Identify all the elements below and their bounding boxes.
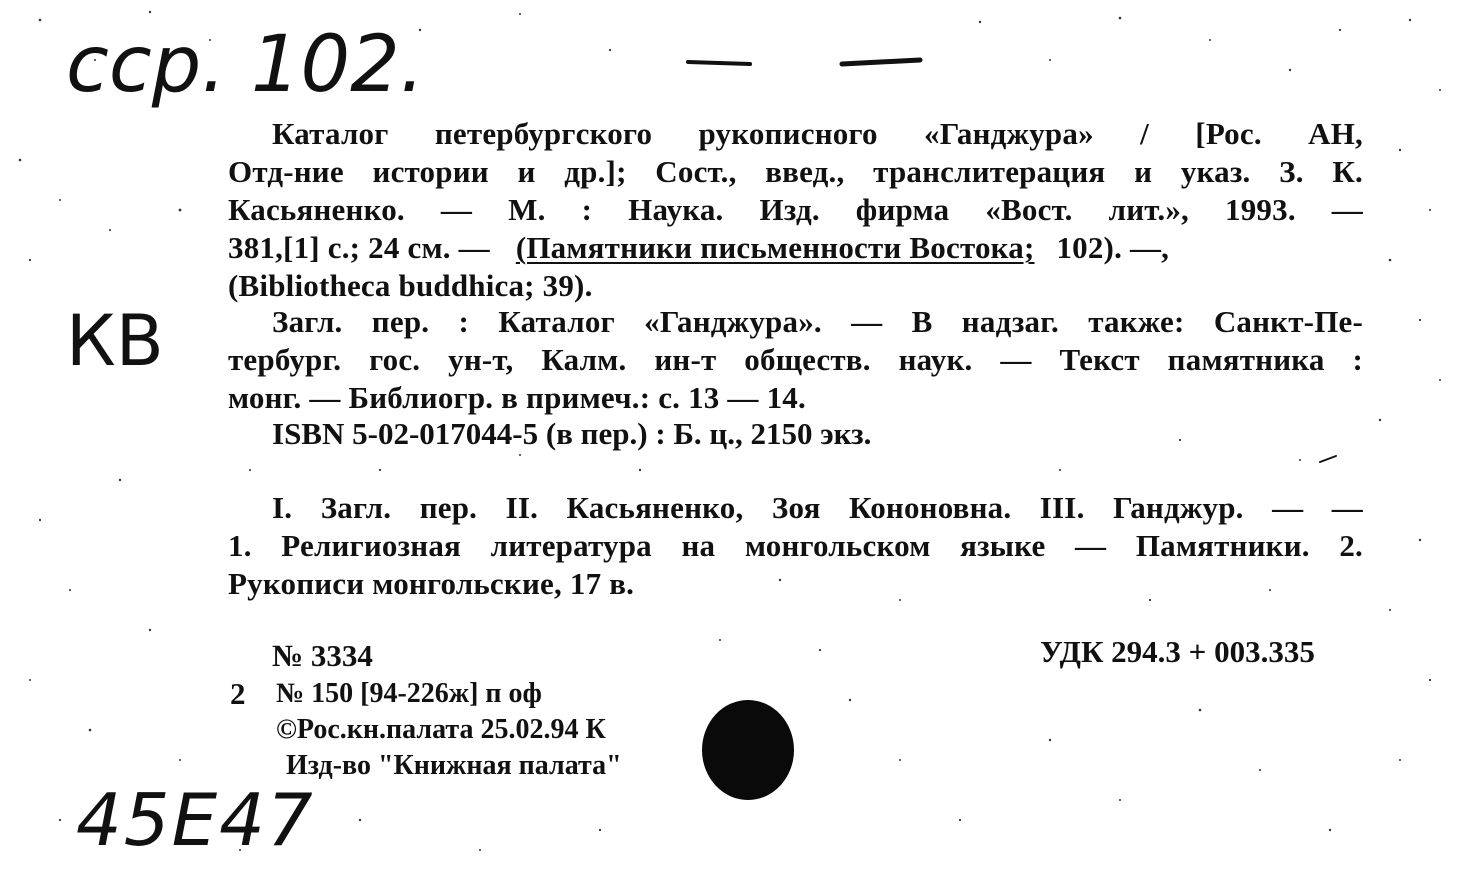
ink-blot bbox=[702, 700, 794, 800]
isbn-line: ISBN 5-02-017044-5 (в пер.) : Б. ц., 2150 экз. bbox=[272, 416, 872, 451]
print-prefix: 2 bbox=[230, 676, 246, 711]
entry-line-5: (Bibliotheca buddhica; 39). bbox=[228, 268, 593, 303]
print-order: № 150 [94-226ж] п оф bbox=[276, 678, 542, 709]
publisher-line: Изд-во "Книжная палата" bbox=[286, 750, 622, 781]
entry-line-4 bbox=[228, 230, 1363, 266]
collation-text: 381,[1] с.; 24 см. — bbox=[228, 230, 490, 265]
handwritten-page-ref: сср. 102. bbox=[66, 20, 425, 110]
tracing-line-2: 1. Религиозная литература на монгольском языке — Памятники. 2. bbox=[228, 528, 1363, 563]
tracing-line-1: I. Загл. пер. II. Касьяненко, Зоя Кононовна. III. Ганджур. — — bbox=[272, 490, 1363, 525]
udk-code: УДК 294.3 + 003.335 bbox=[1040, 634, 1315, 669]
entry-line-2: Отд-ние истории и др.]; Сост., введ., транслитерация и указ. З. К. bbox=[228, 154, 1363, 189]
handwritten-initials: КВ bbox=[66, 300, 164, 382]
series-number: 102). —, bbox=[1056, 230, 1170, 265]
notes-line-3: монг. — Библиогр. в примеч.: с. 13 — 14. bbox=[228, 380, 806, 415]
handwritten-shelfmark: 45E47 bbox=[76, 778, 315, 862]
tracing-line-3: Рукописи монгольские, 17 в. bbox=[228, 566, 635, 601]
entry-line-1: Каталог петербургского рукописного «Ганджура» / [Рос. АН, bbox=[272, 116, 1363, 151]
notes-line-2: тербург. гос. ун-т, Калм. ин-т обществ. наук. — Текст памятника : bbox=[228, 342, 1363, 377]
notes-line-1: Загл. пер. : Каталог «Ганджура». — В надзаг. также: Санкт-Пе- bbox=[272, 304, 1363, 339]
entry-line-3: Касьяненко. — М. : Наука. Изд. фирма «Вост. лит.», 1993. — bbox=[228, 192, 1363, 227]
series-underlined: (Памятники письменности Востока; bbox=[515, 230, 1035, 265]
card-number: № 3334 bbox=[272, 638, 373, 673]
copyright-line: ©Рос.кн.палата 25.02.94 К bbox=[276, 714, 606, 745]
